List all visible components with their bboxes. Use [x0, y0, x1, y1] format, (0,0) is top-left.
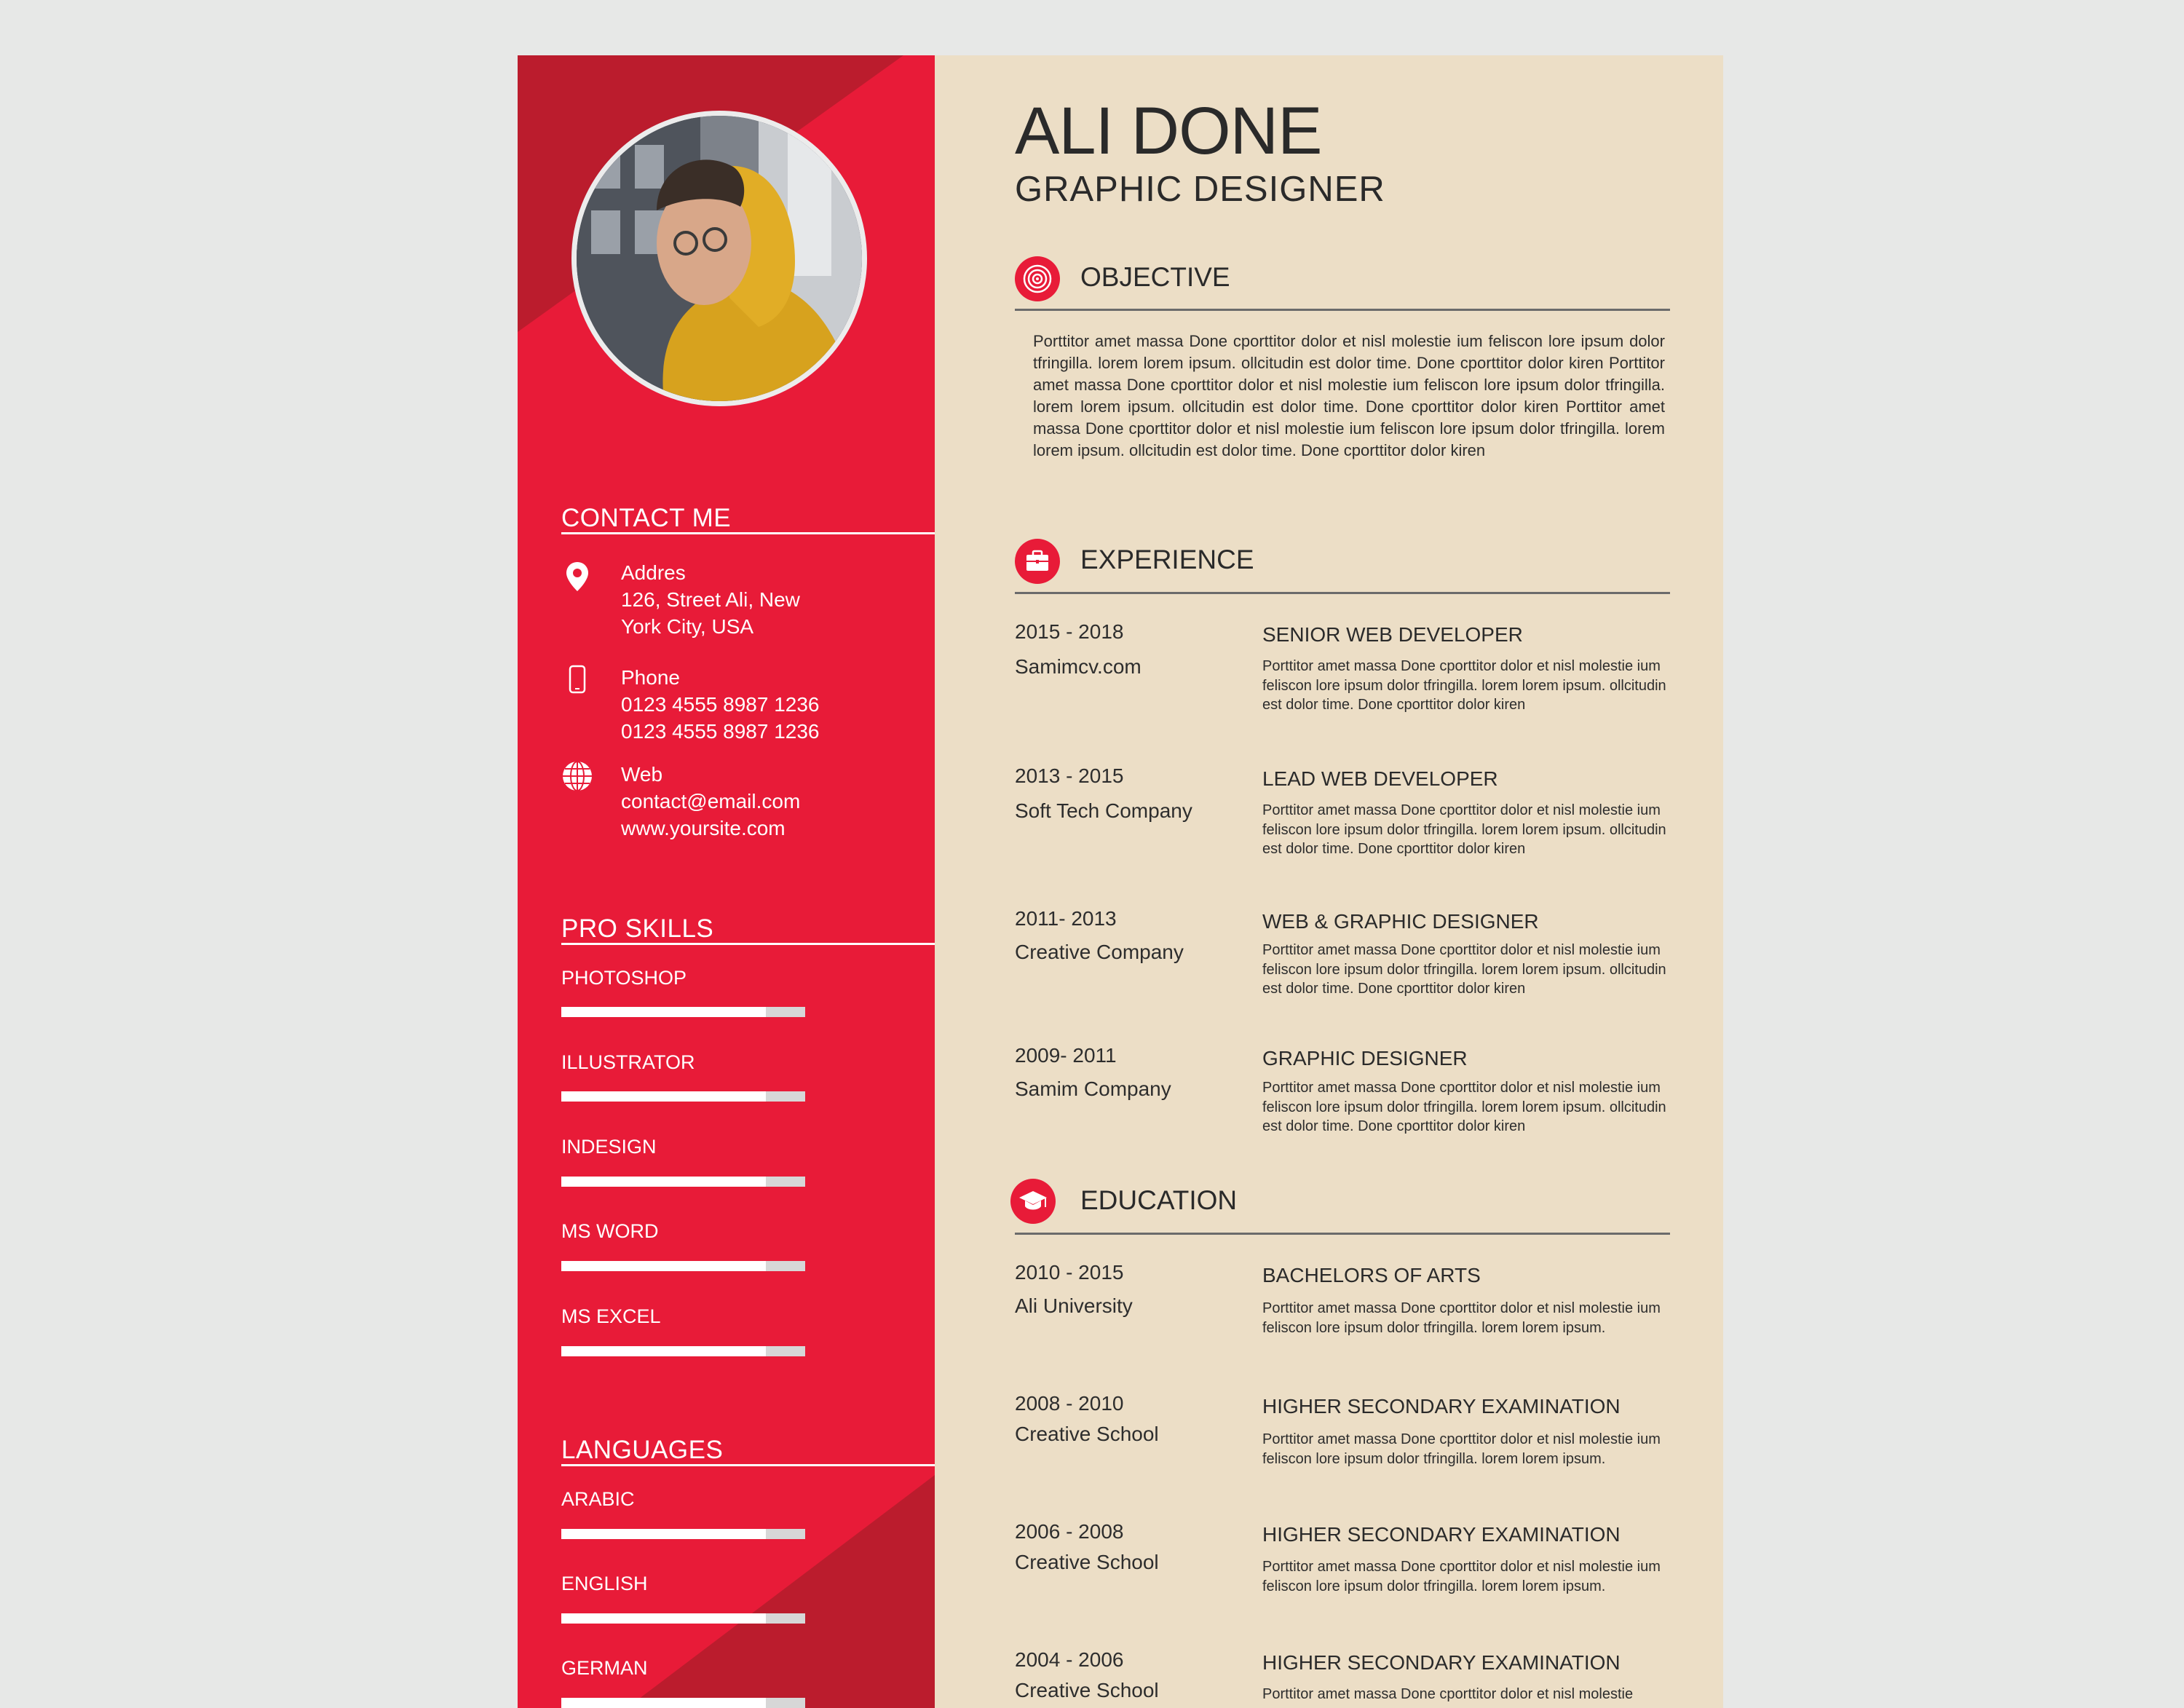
- entry-title: HIGHER SECONDARY EXAMINATION: [1262, 1395, 1621, 1418]
- skill-label: ILLUSTRATOR: [561, 1051, 695, 1073]
- skill-bar-fill: [561, 1007, 766, 1017]
- contact-web: [621, 761, 800, 842]
- skill-label: MS EXCEL: [561, 1305, 661, 1327]
- language-label: GERMAN: [561, 1657, 648, 1679]
- skill-bar: [561, 1346, 805, 1356]
- contact-website-link[interactable]: www.yoursite.com: [621, 817, 786, 839]
- profile-photo: [571, 111, 867, 406]
- entry-dates: 2004 - 2006: [1015, 1648, 1124, 1671]
- contact-address-label: Addres: [621, 561, 686, 584]
- skill-label: MS WORD: [561, 1220, 659, 1242]
- entry-organization: Creative School: [1015, 1551, 1159, 1573]
- entry-description: Porttitor amet massa Done cporttitor dolor et nisl molestie ium feliscon lore ipsum dolor tfringilla. lorem lorem ipsum. ollcitudin est dolor time. Done cporttitor dolor kiren: [1262, 1080, 1666, 1134]
- entry-description: Porttitor amet massa Done cporttitor dolor et nisl molestie ium feliscon lore ipsum dolor tfringilla. lorem lorem ipsum.: [1262, 1300, 1661, 1336]
- entry-title: HIGHER SECONDARY EXAMINATION: [1262, 1651, 1621, 1674]
- entry-dates: 2010 - 2015: [1015, 1261, 1124, 1284]
- graduation-cap-icon: [1010, 1179, 1056, 1224]
- contact-email-link[interactable]: contact@email.com: [621, 790, 801, 813]
- briefcase-icon: [1015, 539, 1060, 584]
- entry-description: Porttitor amet massa Done cporttitor dolor et nisl molestie ium feliscon lore ipsum dolor tfringilla. lorem lorem ipsum. ollcitudin est dolor time. Done cporttitor dolor kiren: [1262, 658, 1666, 713]
- entry-title: GRAPHIC DESIGNER: [1262, 1047, 1468, 1070]
- language-bar-fill: [561, 1698, 766, 1708]
- language-bar: [561, 1613, 805, 1624]
- target-icon: [1015, 256, 1060, 301]
- entry-title: SENIOR WEB DEVELOPER: [1262, 623, 1523, 646]
- skill-bar-fill: [561, 1177, 766, 1187]
- skills-heading: PRO SKILLS: [561, 914, 714, 943]
- contact-phone: [621, 664, 820, 745]
- objective-text: Porttitor amet massa Done cporttitor dolor et nisl molestie ium feliscon lore ipsum dolor tfringilla. lorem lorem ipsum. ollcitudin est dolor time. Done cporttitor dolor kiren Porttitor amet massa Done cporttitor dolor et nisl molestie ium feliscon lore ipsum dolor tfringilla. lorem lorem ipsum. ollcitudin est dolor time. Done cporttitor dolor kiren Porttitor amet massa Done cporttitor dolor et nisl molestie ium feliscon lore ipsum dolor tfringilla. lorem lorem ipsum. ollcitudin est dolor time. Done cporttitor dolor kiren: [1033, 332, 1665, 459]
- skill-label: PHOTOSHOP: [561, 967, 687, 989]
- skill-label: INDESIGN: [561, 1136, 657, 1158]
- resume-page: [518, 55, 1723, 1708]
- entry-title: HIGHER SECONDARY EXAMINATION: [1262, 1523, 1621, 1546]
- entry-organization: Creative School: [1015, 1423, 1159, 1445]
- entry-title: LEAD WEB DEVELOPER: [1262, 767, 1498, 790]
- education-heading: EDUCATION: [1080, 1185, 1238, 1215]
- entry-title: WEB & GRAPHIC DESIGNER: [1262, 910, 1539, 933]
- contact-address: [621, 559, 800, 640]
- language-label: ARABIC: [561, 1488, 635, 1510]
- entry-organization: Soft Tech Company: [1015, 799, 1192, 822]
- language-bar-fill: [561, 1529, 766, 1539]
- entry-dates: 2015 - 2018: [1015, 620, 1124, 643]
- contact-phone-number[interactable]: 0123 4555 8987 1236: [621, 693, 820, 716]
- entry-description: Porttitor amet massa Done cporttitor dolor et nisl molestie ium feliscon lore ipsum dolor tfringilla. lorem lorem ipsum. ollcitudin est dolor time. Done cporttitor dolor kiren: [1262, 942, 1666, 997]
- skill-bar-fill: [561, 1346, 766, 1356]
- contact-address-line: York City, USA: [621, 615, 754, 638]
- entry-dates: 2006 - 2008: [1015, 1520, 1124, 1543]
- globe-icon: [561, 760, 593, 792]
- entry-organization: Ali University: [1015, 1294, 1133, 1317]
- language-bar: [561, 1698, 805, 1708]
- entry-description: Porttitor amet massa Done cporttitor dolor et nisl molestie ium feliscon lore ipsum dolor tfringilla. lorem lorem ipsum.: [1262, 1559, 1661, 1594]
- person-name: ALI DONE: [1015, 94, 1322, 168]
- entry-dates: 2011- 2013: [1015, 907, 1117, 930]
- entry-organization: Samim Company: [1015, 1078, 1171, 1100]
- location-pin-icon: [561, 561, 593, 593]
- language-bar: [561, 1529, 805, 1539]
- entry-organization: Samimcv.com: [1015, 655, 1142, 678]
- education-divider: [1015, 1233, 1670, 1235]
- experience-heading: EXPERIENCE: [1080, 545, 1254, 574]
- experience-divider: [1015, 592, 1670, 594]
- phone-icon: [561, 664, 593, 696]
- entry-description: Porttitor amet massa Done cporttitor dolor et nisl molestie ium feliscon lore ipsum dolor tfringilla. lorem lorem ipsum. ollcitudin est dolor time. Done cporttitor dolor kiren: [1262, 802, 1666, 857]
- contact-address-line: 126, Street Ali, New: [621, 588, 800, 611]
- skill-bar-fill: [561, 1091, 766, 1102]
- skill-bar: [561, 1007, 805, 1017]
- languages-divider: [561, 1464, 935, 1466]
- sidebar: [518, 55, 935, 1708]
- language-label: ENGLISH: [561, 1573, 648, 1594]
- entry-organization: Creative Company: [1015, 941, 1184, 963]
- objective-heading: OBJECTIVE: [1080, 262, 1230, 292]
- entry-dates: 2009- 2011: [1015, 1044, 1117, 1067]
- contact-web-label: Web: [621, 763, 663, 786]
- contact-divider: [561, 532, 935, 534]
- contact-heading: CONTACT ME: [561, 504, 732, 532]
- entry-description: Porttitor amet massa Done cporttitor dolor et nisl molestie: [1262, 1686, 1634, 1702]
- main-content: [935, 55, 1723, 1708]
- objective-divider: [1015, 309, 1670, 311]
- skill-bar: [561, 1177, 805, 1187]
- skill-bar-fill: [561, 1261, 766, 1271]
- entry-title: BACHELORS OF ARTS: [1262, 1264, 1481, 1286]
- contact-phone-number[interactable]: 0123 4555 8987 1236: [621, 720, 820, 743]
- skill-bar: [561, 1261, 805, 1271]
- job-title: GRAPHIC DESIGNER: [1015, 170, 1385, 209]
- skill-bar: [561, 1091, 805, 1102]
- contact-phone-label: Phone: [621, 666, 680, 689]
- entry-organization: Creative School: [1015, 1679, 1159, 1701]
- skills-divider: [561, 943, 935, 945]
- entry-description: Porttitor amet massa Done cporttitor dolor et nisl molestie ium feliscon lore ipsum dolor tfringilla. lorem lorem ipsum.: [1262, 1431, 1661, 1467]
- entry-dates: 2013 - 2015: [1015, 764, 1124, 787]
- languages-heading: LANGUAGES: [561, 1436, 724, 1464]
- entry-dates: 2008 - 2010: [1015, 1392, 1124, 1415]
- language-bar-fill: [561, 1613, 766, 1624]
